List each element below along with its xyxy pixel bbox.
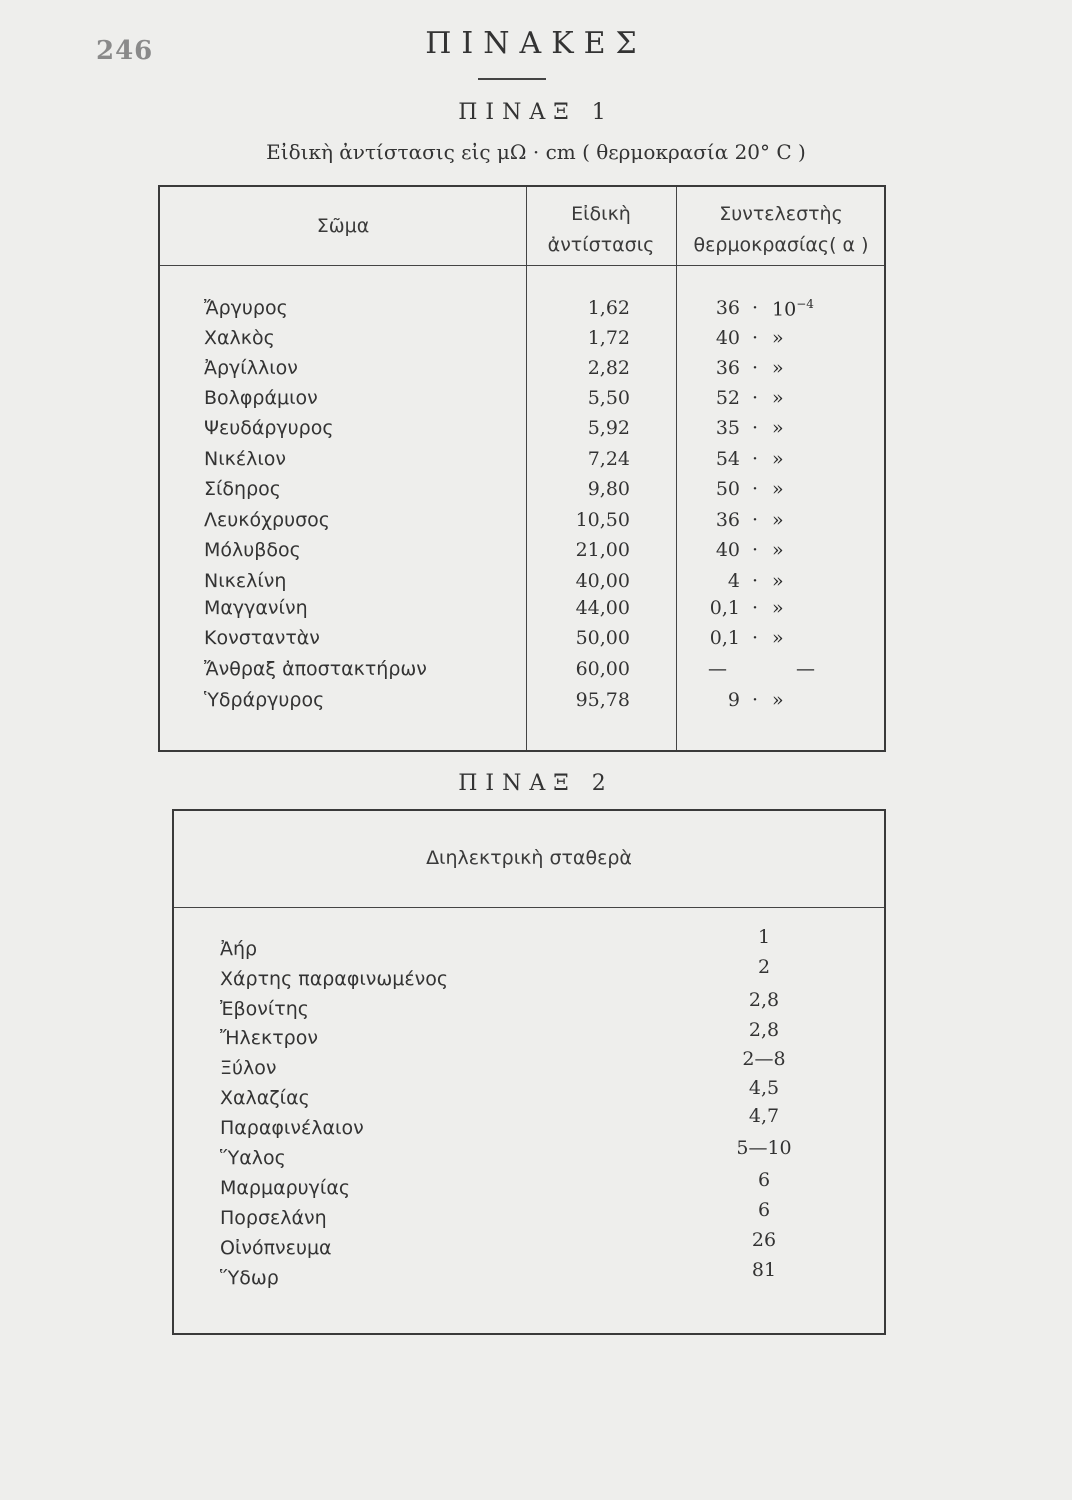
exponent-base: »: [772, 387, 784, 409]
table-row: [160, 448, 884, 478]
coef-exponent: [772, 478, 784, 500]
material-name: Παραφινέλαιον: [220, 1117, 364, 1139]
table-row: [160, 387, 884, 417]
table-row: [160, 357, 884, 387]
header-resistance-line1: Εἰδικὴ: [571, 203, 631, 225]
material-name: Ὕδωρ: [220, 1267, 279, 1289]
table1-subtitle: Εἰδικὴ ἀντίστασις εἰς μΩ · cm ( θερμοκρασία 20° C ): [266, 140, 806, 164]
resistivity-value: 95,78: [575, 689, 630, 711]
table-row: [160, 509, 884, 539]
material-name: Χαλαζίας: [220, 1087, 310, 1109]
coef-value: 40: [715, 327, 740, 349]
table-row: [160, 539, 884, 569]
coef-value: 40: [715, 539, 740, 561]
dielectric-value: 2: [757, 956, 771, 978]
material-name: Ὕαλος: [220, 1147, 286, 1169]
exponent-base: »: [772, 689, 784, 711]
header-divider: [160, 265, 884, 266]
dielectric-value: 81: [751, 1259, 777, 1281]
header-divider: [174, 907, 884, 908]
exp-dash: —: [796, 658, 815, 680]
resistivity-table: [158, 185, 886, 752]
material-name: Ἤλεκτρον: [220, 1027, 318, 1049]
table-row: [160, 417, 884, 447]
coef-exponent: [772, 297, 814, 320]
dielectric-value: 2—8: [742, 1048, 786, 1070]
exponent-base: »: [772, 627, 784, 649]
table-row: [160, 597, 884, 627]
material-name: Οἰνόπνευμα: [220, 1237, 332, 1259]
multiply-dot: ·: [752, 417, 759, 439]
coef-exponent: [772, 689, 784, 711]
material-name: Ἀήρ: [220, 938, 258, 960]
coef-value: 36: [715, 509, 740, 531]
coef-exponent: [772, 387, 784, 409]
material-name: Βολφράμιον: [204, 387, 318, 409]
material-name: Κονσταντὰν: [204, 627, 320, 649]
multiply-dot: ·: [752, 327, 759, 349]
coef-value: 9: [727, 689, 740, 711]
resistivity-value: 9,80: [587, 478, 630, 500]
resistivity-value: 60,00: [575, 658, 630, 680]
table2-header: Διηλεκτρικὴ σταθερὰ: [426, 847, 632, 869]
resistivity-value: 10,50: [575, 509, 630, 531]
dielectric-value: 4,5: [748, 1077, 780, 1099]
exponent-base: »: [772, 478, 784, 500]
resistivity-value: 44,00: [575, 597, 630, 619]
coef-value: 52: [715, 387, 740, 409]
title-divider: [478, 78, 546, 80]
exponent-base: »: [772, 417, 784, 439]
multiply-dot: ·: [752, 689, 759, 711]
coef-value: 54: [715, 448, 740, 470]
header-coef-line1: Συντελεστὴς: [719, 203, 843, 225]
coef-exponent: [772, 570, 784, 592]
resistivity-value: 1,72: [587, 327, 630, 349]
dielectric-value: 6: [757, 1169, 771, 1191]
multiply-dot: ·: [752, 357, 759, 379]
table-row: [160, 478, 884, 508]
dielectric-value: 2,8: [748, 989, 780, 1011]
coef-value: 35: [715, 417, 740, 439]
header-coef-line2: θερμοκρασίας( α ): [693, 234, 869, 256]
dielectric-table: [172, 809, 886, 1335]
exponent-base: »: [772, 448, 784, 470]
coef-exponent: [772, 417, 784, 439]
resistivity-value: 5,92: [587, 417, 630, 439]
material-name: Μόλυβδος: [204, 539, 301, 561]
exponent-base: »: [772, 597, 784, 619]
dielectric-value: 5—10: [736, 1137, 792, 1159]
dielectric-value: 6: [757, 1199, 771, 1221]
exponent-base: »: [772, 357, 784, 379]
multiply-dot: ·: [752, 297, 759, 319]
table2-title: ΠΙΝΑΞ 2: [458, 771, 614, 796]
coef-exponent: [772, 509, 784, 531]
exponent-base: »: [772, 509, 784, 531]
material-name: Ψευδάργυρος: [204, 417, 334, 439]
material-name: Ξύλον: [220, 1057, 277, 1079]
header-coefficient: [676, 199, 886, 261]
resistivity-value: 21,00: [575, 539, 630, 561]
dielectric-value: 2,8: [748, 1019, 780, 1041]
multiply-dot: ·: [752, 597, 759, 619]
material-name: Χαλκὸς: [204, 327, 275, 349]
table-row: [160, 570, 884, 600]
exponent-base: »: [772, 539, 784, 561]
exponent-base: 10: [772, 298, 797, 321]
material-name: Χάρτης παραφινωμένος: [220, 968, 449, 990]
table-row: [160, 327, 884, 357]
coef-value: 36: [715, 297, 740, 319]
material-name: Ἄνθραξ ἀποστακτήρων: [204, 658, 427, 680]
table-row: [160, 297, 884, 327]
material-name: Νικέλιον: [204, 448, 287, 470]
coef-exponent: [772, 597, 784, 619]
resistivity-value: 50,00: [575, 627, 630, 649]
coef-exponent: [772, 627, 784, 649]
resistivity-value: 2,82: [587, 357, 630, 379]
dielectric-value: 4,7: [748, 1105, 780, 1127]
material-name: Μαρμαρυγίας: [220, 1177, 350, 1199]
table-row: [160, 627, 884, 657]
material-name: Πορσελάνη: [220, 1207, 327, 1229]
header-resistance-line2: ἀντίστασις: [547, 234, 655, 256]
coef-value: 0,1: [709, 627, 740, 649]
multiply-dot: ·: [752, 627, 759, 649]
coef-dash: —: [708, 658, 727, 680]
coef-exponent: [772, 357, 784, 379]
page-number: 246: [96, 36, 154, 66]
material-name: Νικελίνη: [204, 570, 287, 592]
table1-title: ΠΙΝΑΞ 1: [458, 100, 614, 125]
table-row: [160, 658, 884, 688]
page-title: ΠΙΝΑΚΕΣ: [425, 26, 647, 61]
resistivity-value: 5,50: [587, 387, 630, 409]
multiply-dot: ·: [752, 387, 759, 409]
table-row: [160, 689, 884, 719]
material-name: Ἀργίλλιον: [204, 357, 298, 379]
multiply-dot: ·: [752, 539, 759, 561]
material-name: Ἐβονίτης: [220, 998, 309, 1020]
coef-value: 50: [715, 478, 740, 500]
material-name: Μαγγανίνη: [204, 597, 308, 619]
material-name: Λευκόχρυσος: [204, 509, 330, 531]
resistivity-value: 40,00: [575, 570, 630, 592]
dielectric-value: 26: [751, 1229, 777, 1251]
coef-exponent: [772, 539, 784, 561]
resistivity-value: 7,24: [587, 448, 630, 470]
coef-value: 0,1: [709, 597, 740, 619]
material-name: Ὑδράργυρος: [204, 689, 325, 711]
exponent-base: »: [772, 327, 784, 349]
material-name: Ἄργυρος: [204, 297, 288, 319]
coef-value: 4: [727, 570, 740, 592]
exponent-base: »: [772, 570, 784, 592]
header-resistance: [526, 199, 676, 261]
coef-value: 36: [715, 357, 740, 379]
coef-exponent: [772, 448, 784, 470]
multiply-dot: ·: [752, 448, 759, 470]
coef-exponent: [772, 327, 784, 349]
multiply-dot: ·: [752, 570, 759, 592]
header-body: Σῶμα: [316, 215, 370, 237]
resistivity-value: 1,62: [587, 297, 630, 319]
multiply-dot: ·: [752, 478, 759, 500]
dielectric-value: 1: [757, 926, 771, 948]
multiply-dot: ·: [752, 509, 759, 531]
exponent-power: −4: [796, 297, 814, 311]
material-name: Σίδηρος: [204, 478, 281, 500]
